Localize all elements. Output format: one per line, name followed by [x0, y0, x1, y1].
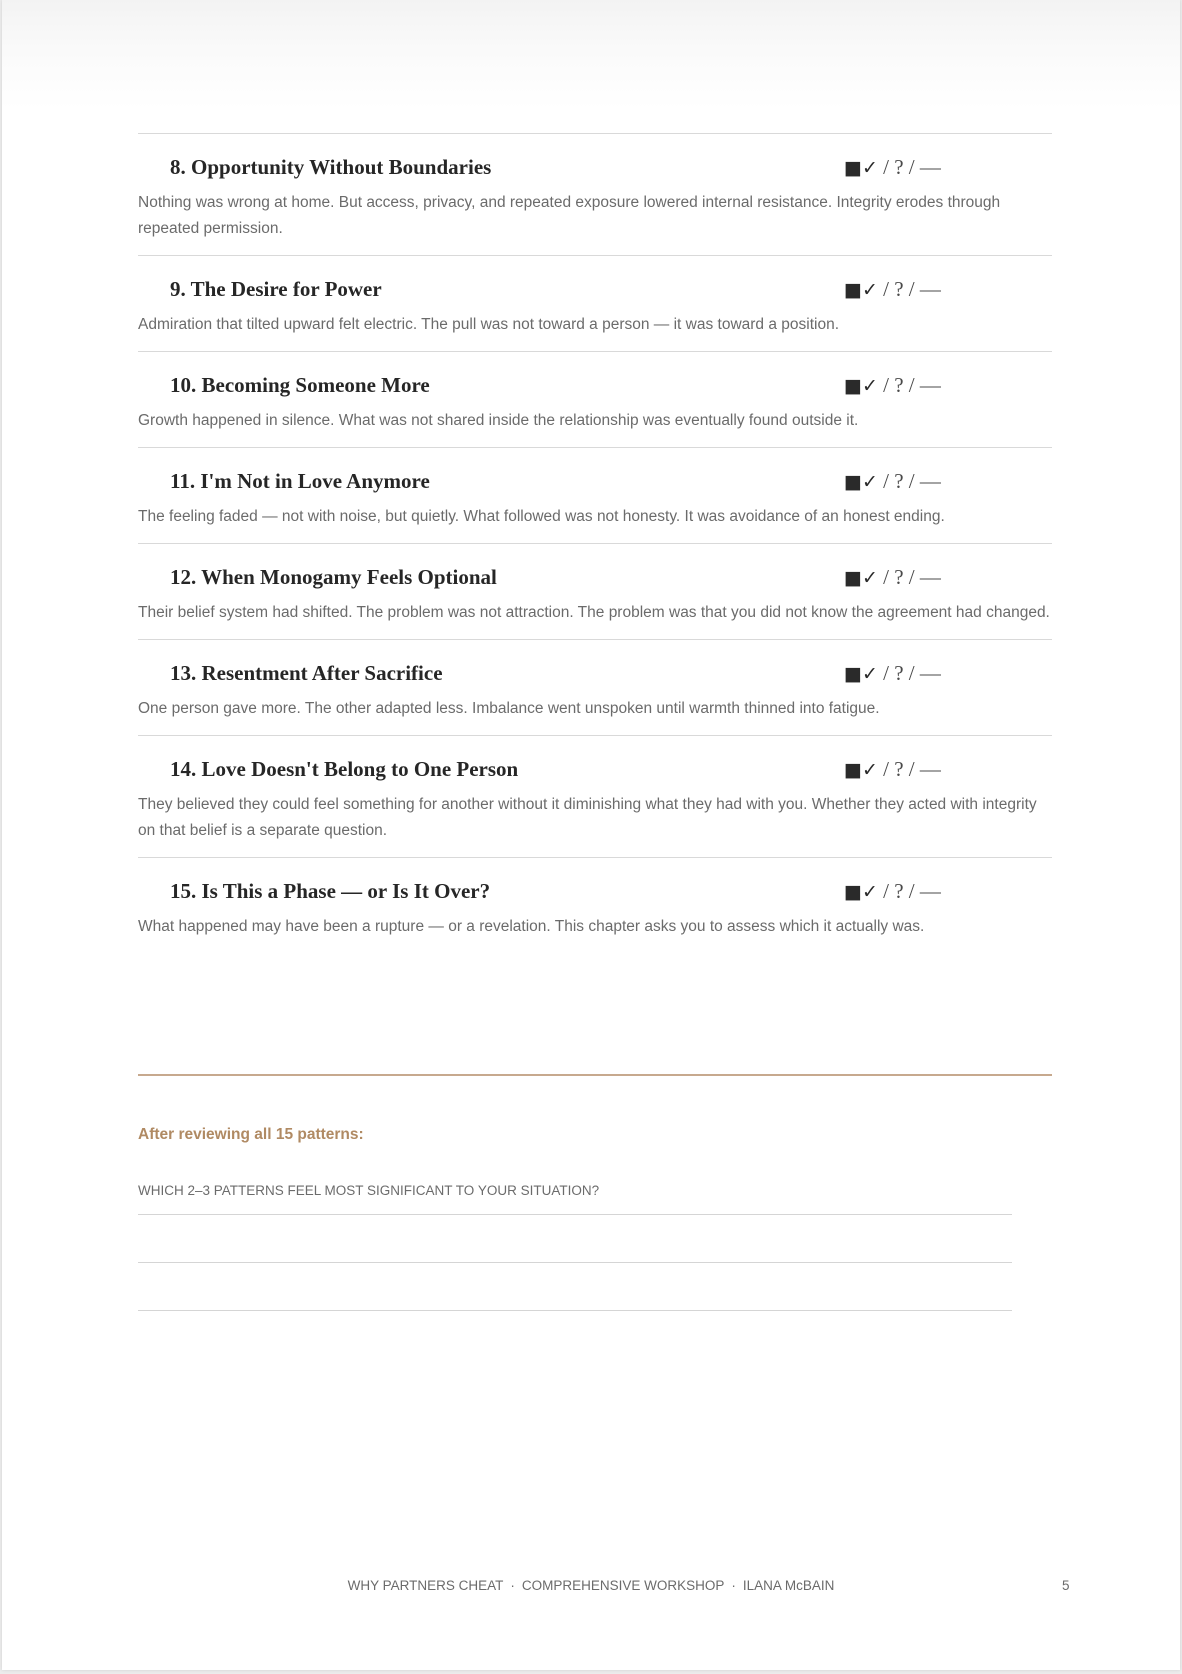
pattern-header	[138, 660, 1052, 686]
rating-other-options: / ? / —	[877, 879, 941, 903]
rating-other-options: / ? / —	[877, 469, 941, 493]
rating-box-icon: ■	[844, 881, 862, 903]
pattern-header	[138, 468, 1052, 494]
rating-check-icon: ✓	[861, 881, 878, 903]
pattern-rating-options[interactable]	[844, 564, 941, 591]
pattern-description: What happened may have been a rupture — or a revelation. This chapter asks you to assess which it actually was.	[138, 918, 925, 935]
answer-line[interactable]	[138, 1262, 1012, 1263]
rating-check-icon: ✓	[861, 157, 878, 179]
rating-check-icon: ✓	[861, 663, 878, 685]
pattern-title: 14. Love Doesn't Belong to One Person	[170, 757, 519, 781]
pattern-title: 9. The Desire for Power	[170, 277, 382, 301]
rating-box-icon: ■	[844, 471, 862, 493]
pattern-rating-options[interactable]	[844, 372, 941, 399]
pattern-title: 15. Is This a Phase — or Is It Over?	[170, 879, 491, 903]
rating-box-icon: ■	[844, 157, 862, 179]
answer-line[interactable]	[138, 1310, 1012, 1311]
pattern-title: 13. Resentment After Sacrifice	[170, 661, 443, 685]
footer-separator: ·	[731, 1578, 736, 1593]
rating-other-options: / ? / —	[877, 277, 941, 301]
rating-box-icon: ■	[844, 375, 862, 397]
pattern-description: Admiration that tilted upward felt electric. The pull was not toward a person — it was toward a position.	[138, 316, 840, 333]
pattern-item	[138, 735, 1052, 857]
rating-box-icon: ■	[844, 663, 862, 685]
summary-section	[138, 1074, 1052, 1198]
pattern-description: Nothing was wrong at home. But access, privacy, and repeated exposure lowered internal resistance. Integrity erodes through repeated permission.	[138, 194, 1001, 237]
pattern-header	[138, 564, 1052, 590]
pattern-item	[138, 133, 1052, 255]
pattern-rating-options[interactable]	[844, 756, 941, 783]
footer-author: ILANA McBAIN	[742, 1578, 835, 1593]
pattern-item	[138, 447, 1052, 543]
pattern-header	[138, 372, 1052, 398]
rating-box-icon: ■	[844, 759, 862, 781]
pattern-rating-options[interactable]	[844, 276, 941, 303]
pattern-list	[138, 133, 1052, 953]
rating-other-options: / ? / —	[877, 155, 941, 179]
answer-line[interactable]	[138, 1214, 1012, 1215]
pattern-header	[138, 276, 1052, 302]
rating-other-options: / ? / —	[877, 373, 941, 397]
pattern-header	[138, 154, 1052, 180]
rating-check-icon: ✓	[861, 471, 878, 493]
pattern-header	[138, 878, 1052, 904]
rating-other-options: / ? / —	[877, 757, 941, 781]
rating-box-icon: ■	[844, 567, 862, 589]
pattern-description: They believed they could feel something for another without it diminishing what they had with you. Whether they acted with integrity on that belief is a separate question.	[138, 796, 1037, 839]
pattern-item	[138, 351, 1052, 447]
pattern-rating-options[interactable]	[844, 878, 941, 905]
pattern-description: Their belief system had shifted. The problem was not attraction. The problem was that you did not know the agreement had changed.	[138, 604, 1050, 621]
page-number: 5	[1062, 1578, 1070, 1593]
footer-title: WHY PARTNERS CHEAT	[347, 1578, 504, 1593]
pattern-title: 10. Becoming Someone More	[170, 373, 430, 397]
pattern-title: 8. Opportunity Without Boundaries	[170, 155, 492, 179]
footer-subtitle: COMPREHENSIVE WORKSHOP	[521, 1578, 725, 1593]
rating-check-icon: ✓	[861, 279, 878, 301]
pattern-description: The feeling faded — not with noise, but quietly. What followed was not honesty. It was avoidance of an honest ending.	[138, 508, 945, 525]
footer-separator: ·	[510, 1578, 515, 1593]
summary-heading: After reviewing all 15 patterns:	[138, 1126, 364, 1143]
document-page	[2, 0, 1180, 1670]
pattern-rating-options[interactable]	[844, 468, 941, 495]
pattern-description: One person gave more. The other adapted less. Imbalance went unspoken until warmth thinned into fatigue.	[138, 700, 880, 717]
rating-check-icon: ✓	[861, 567, 878, 589]
page-footer	[0, 1578, 1182, 1593]
pattern-item	[138, 857, 1052, 953]
pattern-item	[138, 639, 1052, 735]
pattern-title: 12. When Monogamy Feels Optional	[170, 565, 497, 589]
pattern-rating-options[interactable]	[844, 154, 941, 181]
rating-other-options: / ? / —	[877, 565, 941, 589]
rating-other-options: / ? / —	[877, 661, 941, 685]
pattern-item	[138, 255, 1052, 351]
pattern-item	[138, 543, 1052, 639]
page-top-shadow	[2, 0, 1180, 110]
rating-box-icon: ■	[844, 279, 862, 301]
significant-patterns-question: WHICH 2–3 PATTERNS FEEL MOST SIGNIFICANT TO YOUR SITUATION?	[138, 1183, 600, 1198]
pattern-rating-options[interactable]	[844, 660, 941, 687]
pattern-description: Growth happened in silence. What was not shared inside the relationship was eventually found outside it.	[138, 412, 859, 429]
pattern-title: 11. I'm Not in Love Anymore	[170, 469, 430, 493]
pattern-header	[138, 756, 1052, 782]
rating-check-icon: ✓	[861, 375, 878, 397]
rating-check-icon: ✓	[861, 759, 878, 781]
